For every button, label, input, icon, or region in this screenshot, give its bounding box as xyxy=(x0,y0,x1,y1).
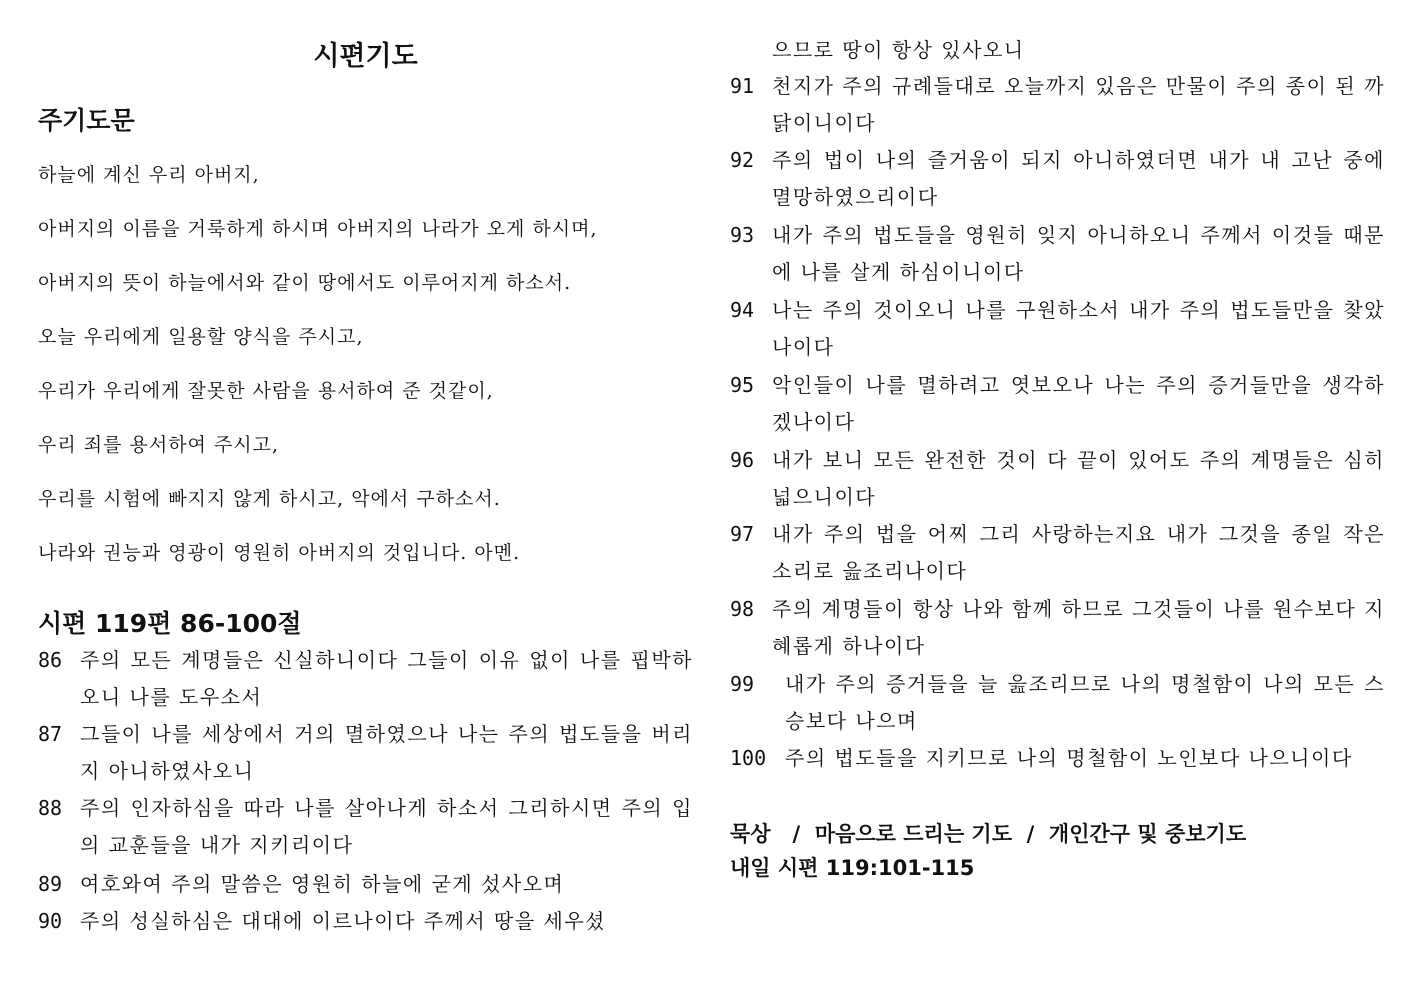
meditation-line: 묵상 / 마음으로 드리는 기도 / 개인간구 및 중보기도 xyxy=(730,822,1247,846)
prayer-line: 아버지의 뜻이 하늘에서와 같이 땅에서도 이루어지게 하소서. xyxy=(38,272,572,294)
verse-text: 내가 주의 법을 어찌 그리 사랑하는지요 내가 그것을 종일 작은 소리로 읊조리나이다 xyxy=(772,522,1385,583)
prayer-line: 우리가 우리에게 잘못한 사람을 용서하여 준 것같이, xyxy=(38,380,494,402)
verse-text: 주의 인자하심을 따라 나를 살아나게 하소서 그리하시면 주의 입의 교훈들을 내가 지키리이다 xyxy=(80,796,693,857)
verse-97 xyxy=(730,516,1385,590)
tomorrow-reading: 내일 시편 119:101-115 xyxy=(730,856,975,880)
verse-number: 99 xyxy=(730,672,755,696)
prayer-line: 하늘에 계신 우리 아버지, xyxy=(38,164,260,186)
verse-number: 88 xyxy=(38,796,63,820)
verse-89 xyxy=(38,866,693,903)
psalm-heading: 시편 119편 86-100절 xyxy=(38,609,302,638)
verse-text: 나는 주의 것이오니 나를 구원하소서 내가 주의 법도들만을 찾았나이다 xyxy=(772,298,1385,359)
verse-text: 주의 계명들이 항상 나와 함께 하므로 그것들이 나를 원수보다 지혜롭게 하나이다 xyxy=(772,597,1385,658)
verse-number: 90 xyxy=(38,909,63,933)
lords-prayer-heading: 주기도문 xyxy=(38,106,135,135)
verse-93 xyxy=(730,217,1385,291)
verse-number: 92 xyxy=(730,148,755,172)
verse-94 xyxy=(730,292,1385,366)
verse-92 xyxy=(730,142,1385,216)
verse-text: 주의 성실하심은 대대에 이르나이다 주께서 땅을 세우셨 xyxy=(80,909,607,933)
prayer-line: 우리를 시험에 빠지지 않게 하시고, 악에서 구하소서. xyxy=(38,488,501,510)
verse-90-continuation: 으므로 땅이 항상 있사오니 xyxy=(772,38,1025,62)
prayer-line: 나라와 권능과 영광이 영원히 아버지의 것입니다. 아멘. xyxy=(38,542,521,564)
verse-text: 여호와여 주의 말씀은 영원히 하늘에 굳게 섰사오며 xyxy=(80,872,565,896)
page-title: 시편기도 xyxy=(313,41,418,72)
verse-text: 내가 보니 모든 완전한 것이 다 끝이 있어도 주의 계명들은 심히 넓으니이다 xyxy=(772,448,1385,509)
verse-91 xyxy=(730,68,1385,142)
verse-87 xyxy=(38,716,693,790)
verse-number: 91 xyxy=(730,74,755,98)
verse-86 xyxy=(38,642,693,716)
verse-number: 86 xyxy=(38,648,63,672)
verse-88 xyxy=(38,790,693,864)
verse-text: 주의 법이 나의 즐거움이 되지 아니하였더면 내가 내 고난 중에 멸망하였으리이다 xyxy=(772,148,1385,209)
verse-text: 내가 주의 법도들을 영원히 잊지 아니하오니 주께서 이것들 때문에 나를 살게 하심이니이다 xyxy=(772,223,1385,284)
verse-number: 98 xyxy=(730,597,755,621)
verse-text: 내가 주의 증거들을 늘 읊조리므로 나의 명철함이 나의 모든 스승보다 나으며 xyxy=(785,672,1385,733)
verse-number: 95 xyxy=(730,373,755,397)
verse-text: 악인들이 나를 멸하려고 엿보오나 나는 주의 증거들만을 생각하겠나이다 xyxy=(772,373,1385,434)
prayer-line: 오늘 우리에게 일용할 양식을 주시고, xyxy=(38,326,364,348)
verse-text: 주의 모든 계명들은 신실하니이다 그들이 이유 없이 나를 핍박하오니 나를 도우소서 xyxy=(80,648,693,709)
verse-number: 96 xyxy=(730,448,755,472)
verse-90 xyxy=(38,903,693,940)
verse-number: 87 xyxy=(38,722,63,746)
verse-number: 100 xyxy=(730,746,767,770)
verse-text: 그들이 나를 세상에서 거의 멸하였으나 나는 주의 법도들을 버리지 아니하였사오니 xyxy=(80,722,693,783)
verse-number: 89 xyxy=(38,872,63,896)
verse-96 xyxy=(730,442,1385,516)
verse-number: 97 xyxy=(730,522,755,546)
verse-number: 94 xyxy=(730,298,755,322)
verse-99 xyxy=(730,666,1385,740)
verse-98 xyxy=(730,591,1385,665)
verse-95 xyxy=(730,367,1385,441)
verse-text: 천지가 주의 규례들대로 오늘까지 있음은 만물이 주의 종이 된 까닭이니이다 xyxy=(772,74,1385,135)
prayer-line: 아버지의 이름을 거룩하게 하시며 아버지의 나라가 오게 하시며, xyxy=(38,218,598,240)
prayer-line: 우리 죄를 용서하여 주시고, xyxy=(38,434,280,456)
verse-100 xyxy=(730,740,1385,777)
verse-text: 주의 법도들을 지키므로 나의 명철함이 노인보다 나으니이다 xyxy=(785,746,1353,770)
verse-number: 93 xyxy=(730,223,755,247)
